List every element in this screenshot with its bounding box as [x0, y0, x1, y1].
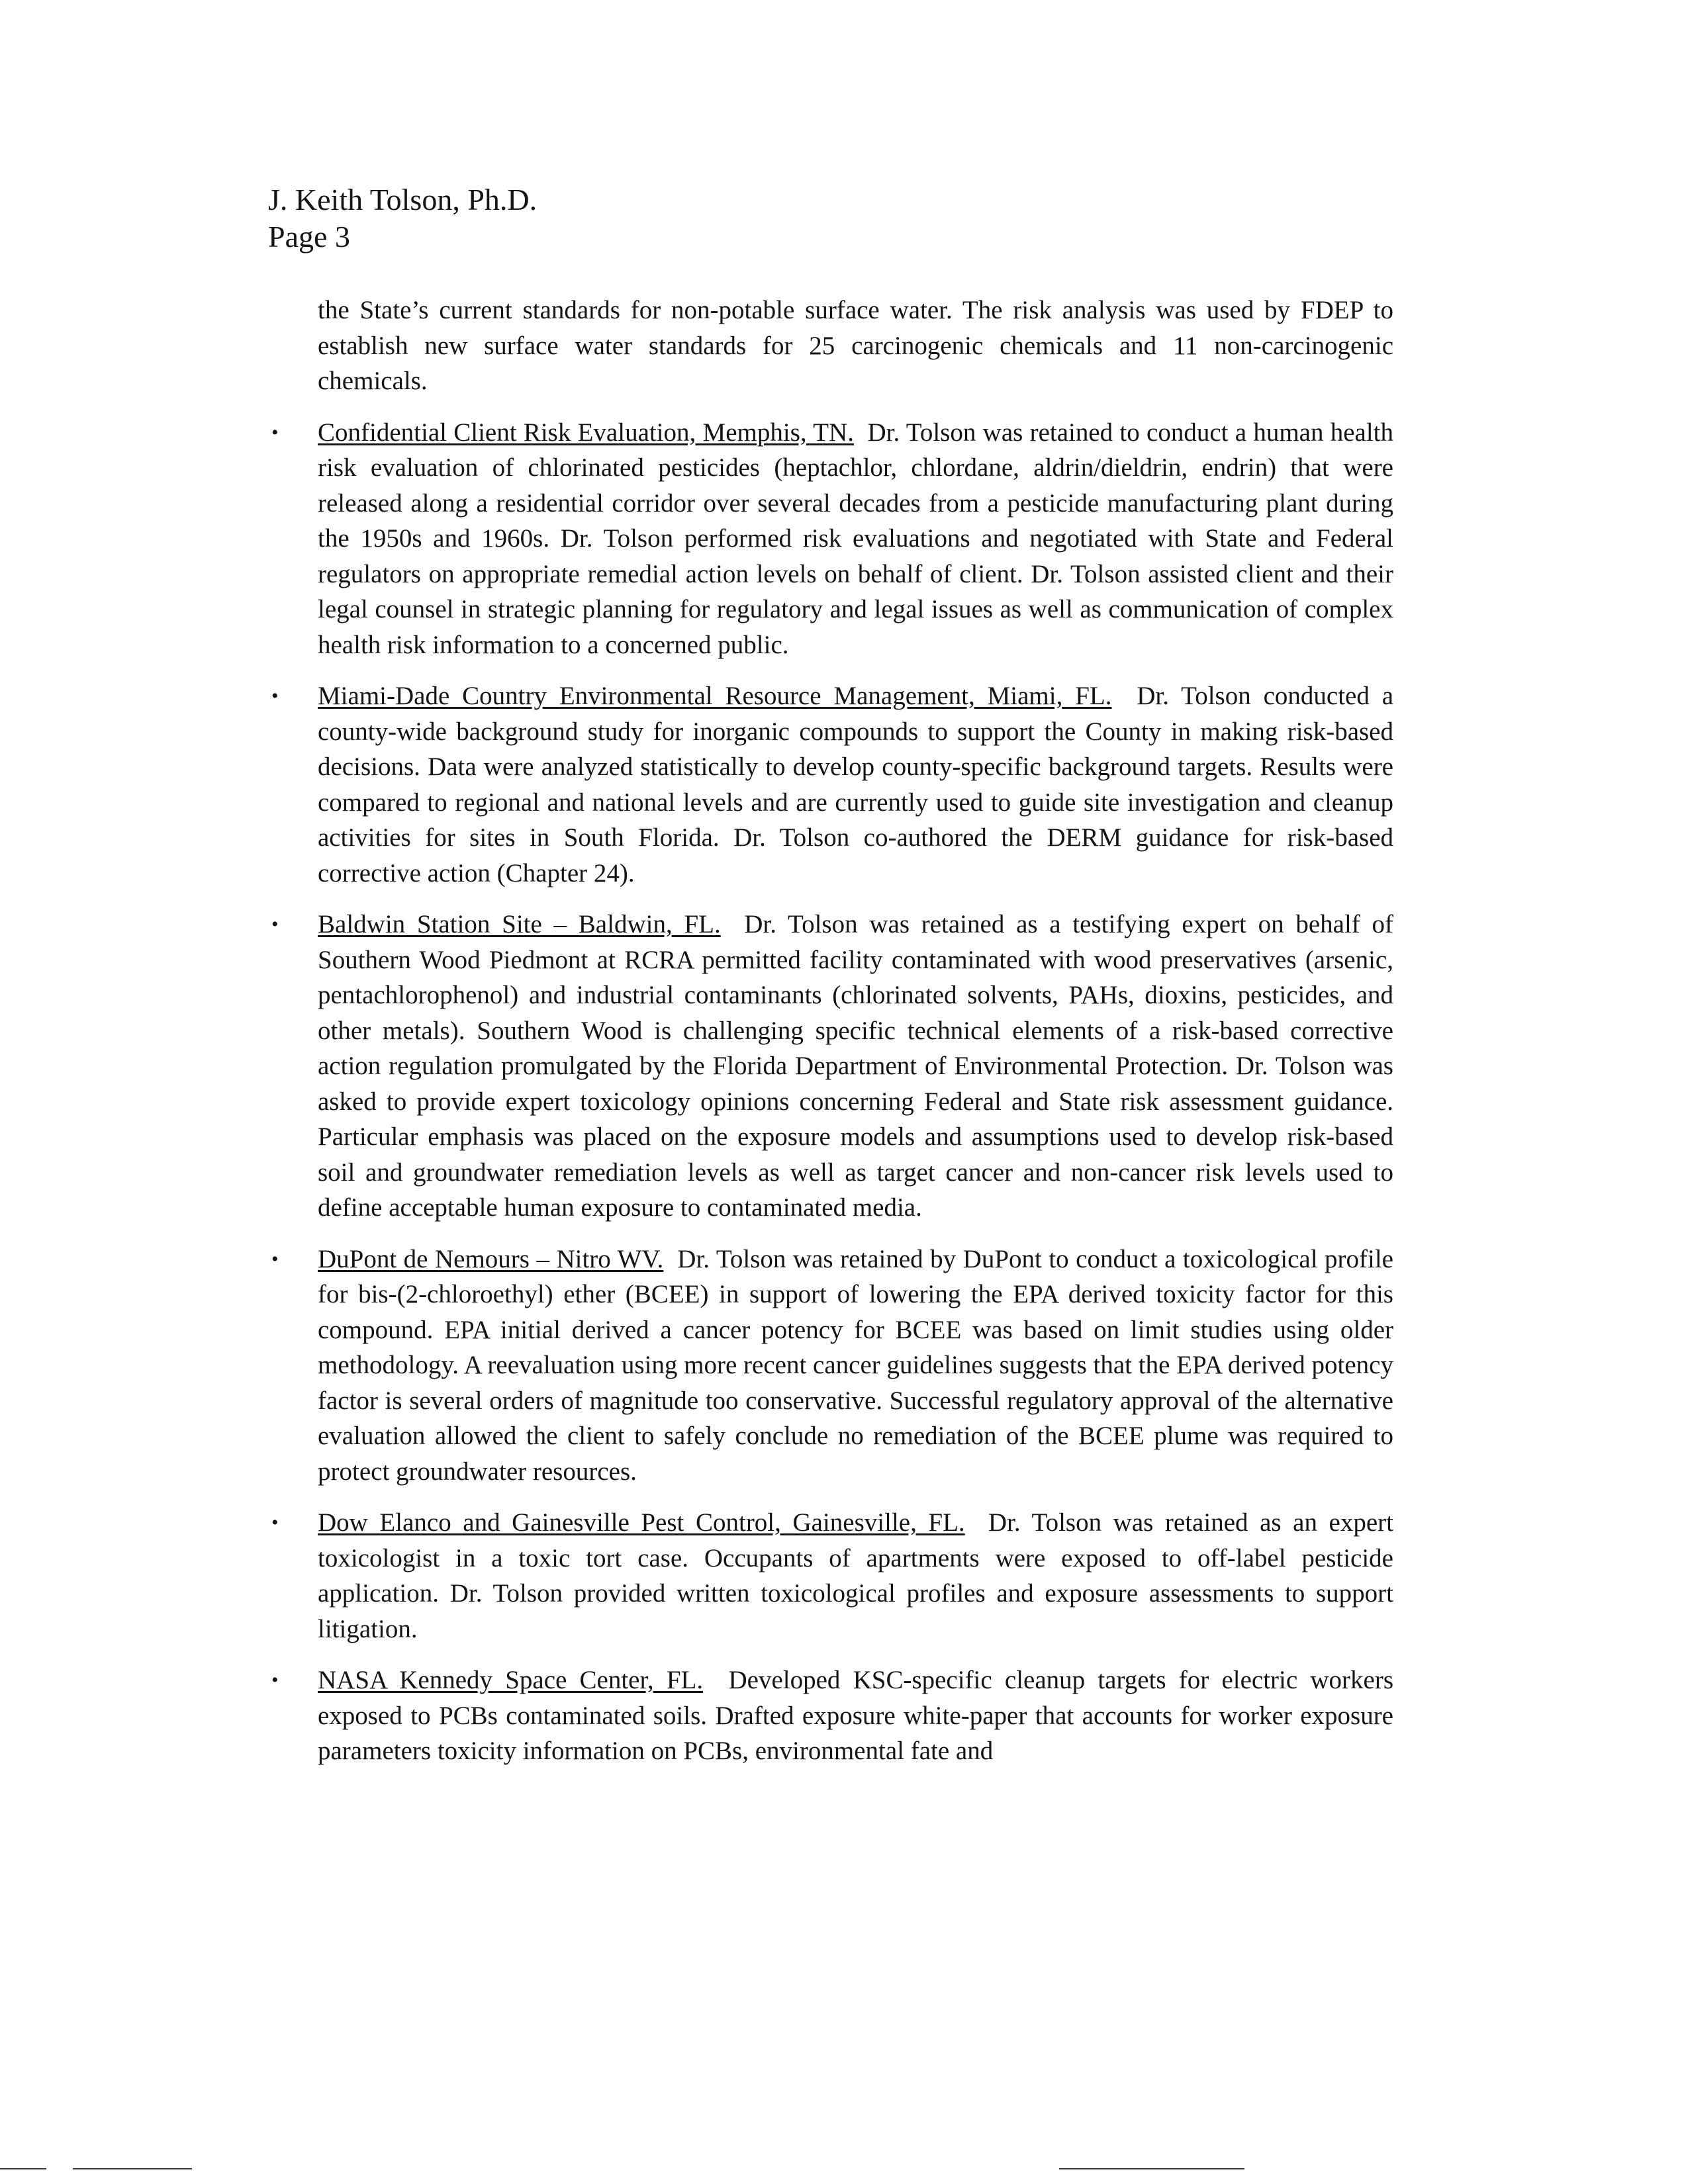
item-title: Dow Elanco and Gainesville Pest Control, Gainesville, FL. — [318, 1508, 965, 1537]
bullet-icon: • — [271, 913, 279, 935]
item-text: Dr. Tolson was retained to conduct a human health risk evaluation of chlorinated pesticides (heptachlor, chlordane, aldrin/dieldrin, endrin) that were released along a residential corridor over several decades from a pesticide manufacturing plant during the 1950s and 1960s. Dr. Tolson performed risk evaluations and negotiated with State and Federal regulators on appropriate remedial action levels on behalf of client. Dr. Tolson assisted client and their legal counsel in strategic planning for regulatory and legal issues as well as communication of complex health risk information to a concerned public. — [318, 418, 1394, 659]
bullet-icon: • — [271, 1512, 279, 1533]
page-header — [268, 181, 537, 255]
scan-artifact — [0, 2168, 46, 2169]
item-text: Dr. Tolson was retained by DuPont to conduct a toxicological profile for bis-(2-chloroethyl) ether (BCEE) in support of lowering the EPA derived toxicity factor for this compound. EPA initial derived a cancer potency for BCEE was based on limit studies using older methodology. A reevaluation using more recent cancer guidelines suggests that the EPA derived potency factor is several orders of magnitude too conservative. Successful regulatory approval of the alternative evaluation allowed the client to safely conclude no remediation of the BCEE plume was required to protect groundwater resources. — [318, 1244, 1393, 1486]
document-body — [271, 293, 1394, 1769]
list-item — [271, 415, 1394, 663]
list-item — [271, 907, 1393, 1226]
scan-artifact — [73, 2168, 192, 2169]
item-text: Dr. Tolson conducted a county-wide background study for inorganic compounds to support the County in making risk-based decisions. Data were analyzed statistically to develop county-specific background targets. Results were compared to regional and national levels and are currently used to guide site investigation and cleanup activities for sites in South Florida. Dr. Tolson co-authored the DERM guidance for risk-based corrective action (Chapter 24). — [318, 682, 1394, 887]
scan-artifact — [1059, 2168, 1244, 2169]
item-title: Baldwin Station Site – Baldwin, FL. — [318, 910, 721, 938]
bullet-icon: • — [271, 685, 279, 707]
list-item — [271, 1662, 1393, 1769]
page-number: Page 3 — [268, 220, 350, 253]
bullet-icon: • — [271, 1669, 279, 1691]
list-item — [271, 1505, 1394, 1647]
list-item — [271, 1242, 1393, 1490]
author-name: J. Keith Tolson, Ph.D. — [268, 183, 538, 216]
item-title: NASA Kennedy Space Center, FL. — [318, 1666, 704, 1694]
item-text: Dr. Tolson was retained as a testifying expert on behalf of Southern Wood Piedmont at RCRA permitted facility contaminated with wood preservatives (arsenic, pentachlorophenol) and industrial contaminants (chlorinated solvents, PAHs, dioxins, pesticides, and other metals). Southern Wood is challenging specific technical elements of a risk-based corrective action regulation promulgated by the Florida Department of Environmental Protection. Dr. Tolson was asked to provide expert toxicology opinions concerning Federal and State risk assessment guidance. Particular emphasis was placed on the exposure models and assumptions used to develop risk-based soil and groundwater remediation levels as well as target cancer and non-cancer risk levels used to define acceptable human exposure to contaminated media. — [318, 910, 1393, 1222]
item-text: Developed KSC-specific cleanup targets for electric workers exposed to PCBs contaminated soils. Drafted exposure white-paper that accounts for worker exposure parameters toxicity information on PCBs, environmental fate and — [318, 1666, 1393, 1765]
item-title: Confidential Client Risk Evaluation, Memphis, TN. — [318, 418, 854, 447]
bullet-icon: • — [271, 1248, 279, 1270]
intro-paragraph: the State’s current standards for non-potable surface water. The risk analysis was used by FDEP to establish new surface water standards for 25 carcinogenic chemicals and 11 non-carcinogenic chemicals. — [318, 296, 1393, 395]
bullet-icon: • — [271, 421, 279, 443]
item-text: Dr. Tolson was retained as an expert toxicologist in a toxic tort case. Occupants of apartments were exposed to off-label pesticide application. Dr. Tolson provided written toxicological profiles and exposure assessments to support litigation. — [318, 1508, 1394, 1643]
item-title: Miami-Dade Country Environmental Resource Management, Miami, FL. — [318, 682, 1112, 710]
list-item — [271, 678, 1394, 891]
item-title: DuPont de Nemours – Nitro WV. — [318, 1244, 664, 1273]
